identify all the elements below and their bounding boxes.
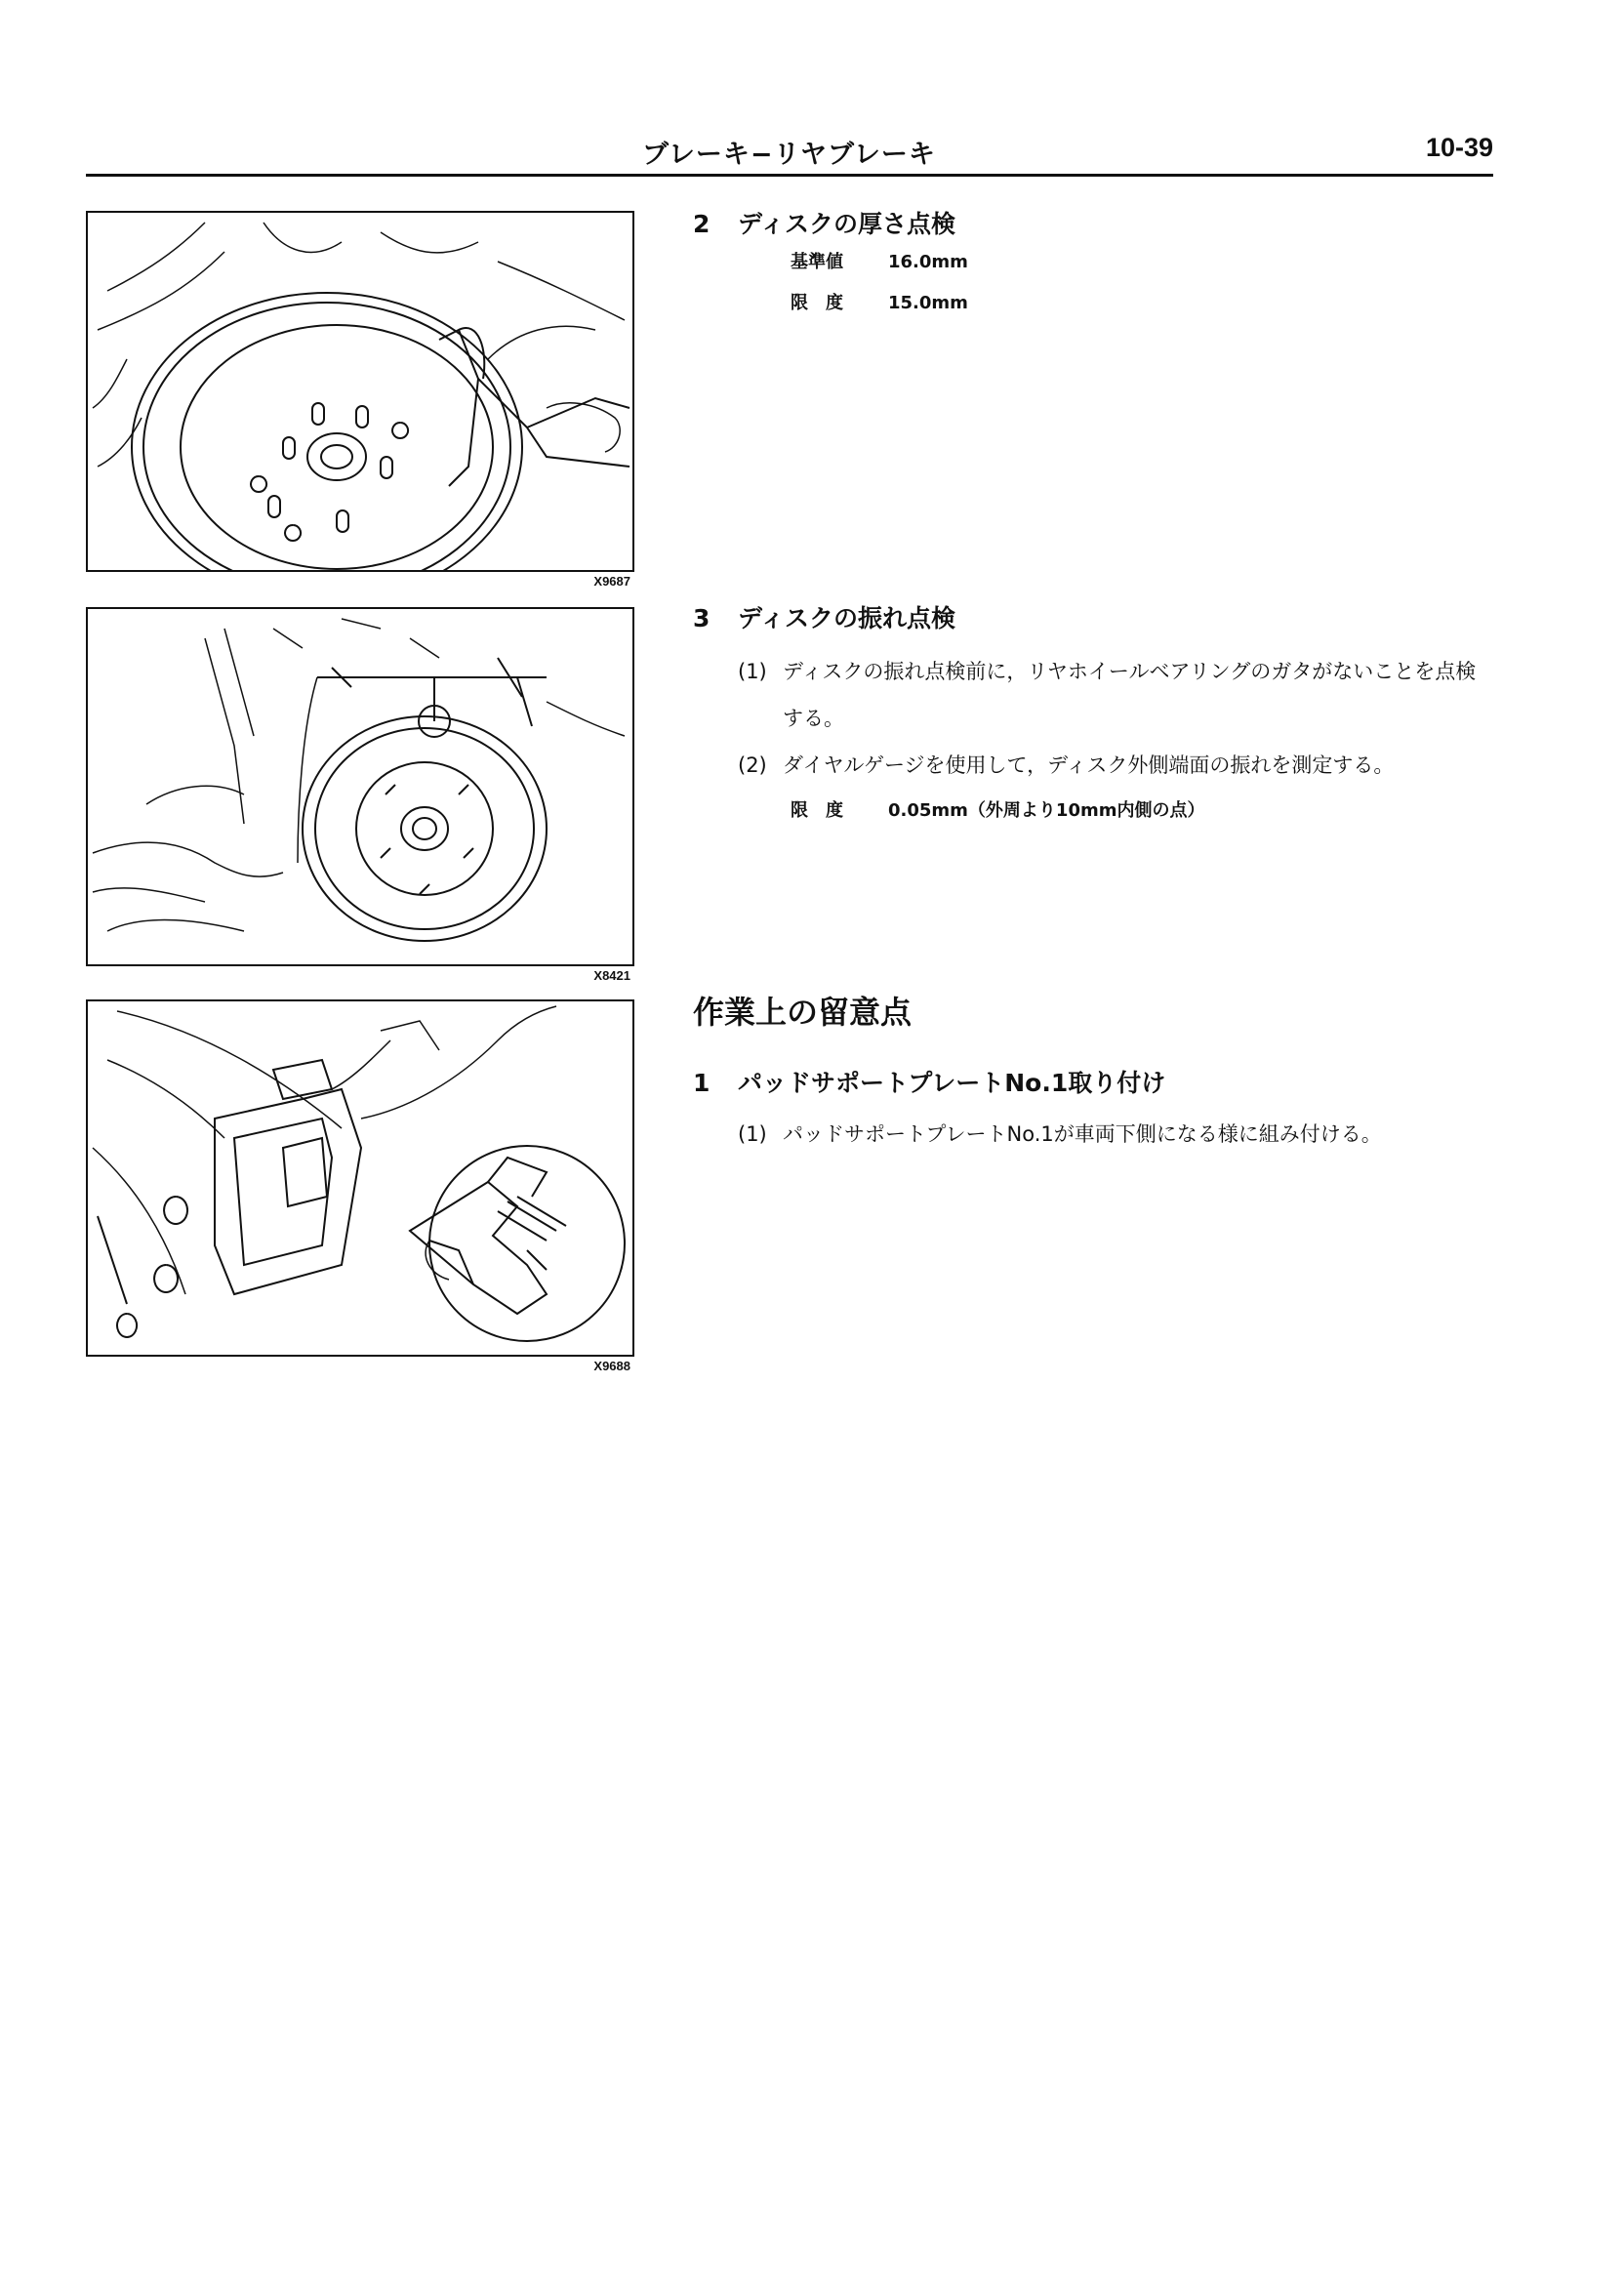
item-number: (1) bbox=[738, 1122, 767, 1146]
figure-code: X8421 bbox=[593, 968, 630, 983]
step-number: 2 bbox=[693, 210, 710, 238]
page-number: 10-39 bbox=[1425, 133, 1493, 162]
step-number: 3 bbox=[693, 604, 710, 632]
spec-value: 16.0mm bbox=[888, 252, 968, 272]
step-number: 1 bbox=[693, 1069, 710, 1097]
spec-label: 基準値 bbox=[791, 252, 843, 272]
step-title bbox=[693, 207, 1493, 242]
step-title bbox=[693, 601, 1493, 636]
spec-row bbox=[791, 242, 1493, 283]
figure-code: X9687 bbox=[593, 574, 630, 589]
list-item bbox=[693, 1111, 1493, 1158]
item-number: (2) bbox=[738, 753, 767, 777]
step-title bbox=[693, 1066, 1493, 1101]
item-text: ディスクの振れ点検前に，リヤホイールベアリングのガタがないことを点検する。 bbox=[783, 660, 1477, 730]
figure-disc-thickness bbox=[86, 211, 634, 572]
section-disc-runout bbox=[693, 601, 1493, 834]
spec-row bbox=[791, 283, 1493, 324]
section-work-notes bbox=[693, 988, 1493, 1158]
header-title: ブレーキ−リヤブレーキ bbox=[642, 140, 936, 170]
figure-disc-runout bbox=[86, 607, 634, 966]
item-text: ダイヤルゲージを使用して，ディスク外側端面の振れを測定する。 bbox=[783, 753, 1395, 777]
figure-pad-support-plate bbox=[86, 999, 634, 1357]
step-title-text: ディスクの厚さ点検 bbox=[738, 210, 956, 238]
section-heading: 作業上の留意点 bbox=[693, 994, 913, 1031]
item-number: (1) bbox=[738, 660, 767, 683]
limit-value: 0.05mm（外周より10mm内側の点） bbox=[888, 800, 1205, 821]
list-item bbox=[693, 742, 1493, 789]
page-header bbox=[86, 129, 1493, 177]
item-text: パッドサポートプレートNo.1が車両下側になる様に組み付ける。 bbox=[783, 1122, 1382, 1146]
limit-label: 限 度 bbox=[791, 800, 843, 821]
spec-value: 15.0mm bbox=[888, 293, 968, 313]
step-title-text: ディスクの振れ点検 bbox=[738, 604, 956, 632]
limit-row bbox=[791, 789, 1493, 834]
disc-thickness-illustration bbox=[88, 213, 632, 570]
section-disc-thickness bbox=[693, 207, 1493, 324]
step-title-text: パッドサポートプレートNo.1取り付け bbox=[738, 1069, 1166, 1097]
spec-label: 限 度 bbox=[791, 293, 843, 313]
figure-code: X9688 bbox=[593, 1359, 630, 1373]
disc-runout-illustration bbox=[88, 609, 632, 964]
list-item bbox=[693, 648, 1493, 742]
pad-support-plate-illustration bbox=[88, 1001, 632, 1355]
